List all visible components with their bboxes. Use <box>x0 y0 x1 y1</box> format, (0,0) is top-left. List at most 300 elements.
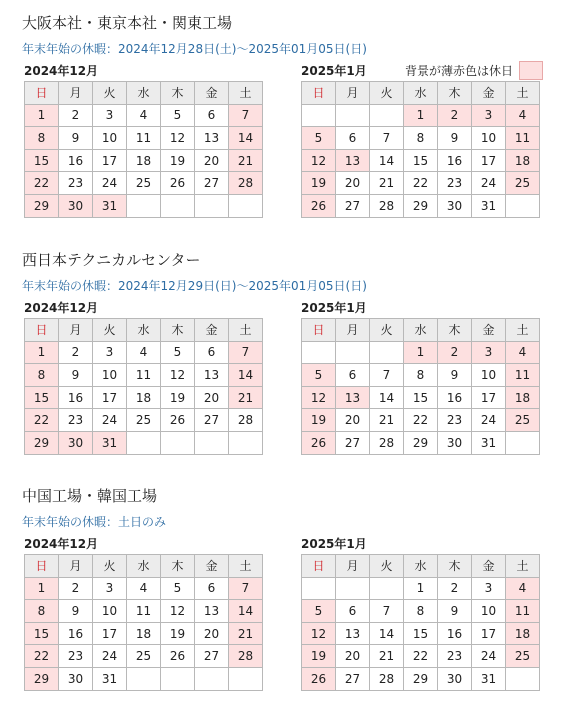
month-calendar <box>24 318 263 455</box>
week-row <box>25 194 263 217</box>
day-cell <box>370 341 404 364</box>
day-cell: 25 <box>127 645 161 668</box>
day-cell: 28 <box>370 194 404 217</box>
day-cell: 15 <box>404 386 438 409</box>
day-cell <box>370 104 404 127</box>
month-calendar <box>301 81 540 218</box>
day-cell: 14 <box>370 149 404 172</box>
day-cell: 17 <box>93 386 127 409</box>
day-cell: 29 <box>404 194 438 217</box>
day-cell: 14 <box>370 622 404 645</box>
week-row <box>25 431 263 454</box>
holiday-period: 年末年始の休暇：2024年12月28日(土)〜2025年01月05日(日) <box>22 42 367 56</box>
weekday-header-row <box>25 82 263 105</box>
holiday-cell: 5 <box>302 364 336 387</box>
holiday-cell: 8 <box>25 127 59 150</box>
day-cell: 9 <box>438 600 472 623</box>
day-cell: 10 <box>93 600 127 623</box>
weekday-header: 日 <box>25 555 59 578</box>
holiday-cell: 26 <box>302 194 336 217</box>
day-cell: 26 <box>161 172 195 195</box>
holiday-period: 年末年始の休暇：土日のみ <box>22 515 167 529</box>
day-cell <box>195 667 229 690</box>
weekday-header: 日 <box>302 82 336 105</box>
day-cell: 6 <box>195 104 229 127</box>
week-row <box>302 667 540 690</box>
week-row <box>25 409 263 432</box>
month-label: 2025年1月 <box>301 537 367 551</box>
day-cell: 7 <box>370 364 404 387</box>
weekday-header: 土 <box>506 319 540 342</box>
weekday-header: 日 <box>302 555 336 578</box>
day-cell: 4 <box>127 577 161 600</box>
holiday-cell: 29 <box>25 431 59 454</box>
week-row <box>25 386 263 409</box>
day-cell: 30 <box>438 431 472 454</box>
day-cell <box>336 577 370 600</box>
weekday-header: 火 <box>370 319 404 342</box>
weekday-header: 土 <box>506 555 540 578</box>
holiday-cell: 26 <box>302 431 336 454</box>
week-row <box>302 600 540 623</box>
holiday-cell: 21 <box>229 622 263 645</box>
holiday-cell: 7 <box>229 577 263 600</box>
holiday-cell: 29 <box>25 667 59 690</box>
day-cell: 10 <box>472 600 506 623</box>
weekday-header: 月 <box>59 82 93 105</box>
weekday-header: 火 <box>93 82 127 105</box>
day-cell: 12 <box>161 364 195 387</box>
weekday-header: 木 <box>438 555 472 578</box>
holiday-cell: 25 <box>506 409 540 432</box>
day-cell <box>127 431 161 454</box>
month-label: 2025年1月 <box>301 64 367 78</box>
weekday-header: 木 <box>438 319 472 342</box>
day-cell: 30 <box>59 667 93 690</box>
week-row <box>302 194 540 217</box>
holiday-cell: 21 <box>229 386 263 409</box>
holiday-cell: 22 <box>25 645 59 668</box>
holiday-cell: 11 <box>506 127 540 150</box>
week-row <box>302 149 540 172</box>
weekday-header: 水 <box>127 555 161 578</box>
day-cell <box>506 431 540 454</box>
day-cell: 17 <box>472 149 506 172</box>
day-cell: 19 <box>161 386 195 409</box>
day-cell: 21 <box>370 409 404 432</box>
legend-text: 背景が薄赤色は休日 <box>405 63 514 78</box>
week-row <box>302 104 540 127</box>
day-cell <box>506 667 540 690</box>
day-cell: 10 <box>472 127 506 150</box>
day-cell <box>161 194 195 217</box>
weekday-header-row <box>302 82 540 105</box>
holiday-cell: 1 <box>25 341 59 364</box>
day-cell: 27 <box>195 409 229 432</box>
day-cell: 29 <box>404 667 438 690</box>
day-cell: 30 <box>438 194 472 217</box>
holiday-cell: 18 <box>506 622 540 645</box>
weekday-header: 木 <box>438 82 472 105</box>
holiday-cell: 18 <box>506 149 540 172</box>
day-cell: 23 <box>438 172 472 195</box>
week-row <box>25 104 263 127</box>
weekday-header: 水 <box>404 319 438 342</box>
weekday-header: 日 <box>25 319 59 342</box>
holiday-cell: 1 <box>404 341 438 364</box>
holiday-cell: 4 <box>506 341 540 364</box>
day-cell: 27 <box>195 172 229 195</box>
day-cell: 15 <box>404 622 438 645</box>
day-cell: 2 <box>59 104 93 127</box>
day-cell: 8 <box>404 127 438 150</box>
holiday-cell: 12 <box>302 622 336 645</box>
weekday-header: 日 <box>302 319 336 342</box>
day-cell: 6 <box>336 127 370 150</box>
day-cell: 28 <box>370 667 404 690</box>
day-cell <box>506 194 540 217</box>
day-cell: 16 <box>438 149 472 172</box>
weekday-header: 水 <box>127 319 161 342</box>
holiday-cell: 8 <box>25 600 59 623</box>
day-cell: 9 <box>59 600 93 623</box>
week-row <box>302 341 540 364</box>
weekday-header: 火 <box>370 82 404 105</box>
day-cell: 30 <box>438 667 472 690</box>
day-cell: 26 <box>161 409 195 432</box>
day-cell: 27 <box>195 645 229 668</box>
week-row <box>25 600 263 623</box>
holiday-cell: 22 <box>25 172 59 195</box>
holiday-cell: 1 <box>25 104 59 127</box>
weekday-header-row <box>25 555 263 578</box>
day-cell: 20 <box>336 172 370 195</box>
holiday-cell: 31 <box>93 431 127 454</box>
day-cell <box>161 431 195 454</box>
day-cell <box>127 667 161 690</box>
week-row <box>302 409 540 432</box>
day-cell: 20 <box>195 622 229 645</box>
day-cell <box>302 341 336 364</box>
day-cell: 3 <box>93 577 127 600</box>
weekday-header: 金 <box>195 82 229 105</box>
week-row <box>25 622 263 645</box>
holiday-cell: 7 <box>229 341 263 364</box>
day-cell: 13 <box>336 622 370 645</box>
day-cell: 10 <box>93 127 127 150</box>
holiday-cell: 25 <box>506 645 540 668</box>
day-cell: 12 <box>161 600 195 623</box>
day-cell: 6 <box>195 577 229 600</box>
holiday-cell: 15 <box>25 622 59 645</box>
weekday-header: 火 <box>93 319 127 342</box>
holiday-cell: 30 <box>59 194 93 217</box>
week-row <box>25 127 263 150</box>
holiday-cell: 5 <box>302 127 336 150</box>
day-cell: 16 <box>59 622 93 645</box>
day-cell: 22 <box>404 645 438 668</box>
week-row <box>302 364 540 387</box>
month-label: 2024年12月 <box>24 64 99 78</box>
day-cell: 13 <box>195 127 229 150</box>
day-cell: 2 <box>438 577 472 600</box>
day-cell: 18 <box>127 386 161 409</box>
holiday-cell: 4 <box>506 104 540 127</box>
holiday-cell: 19 <box>302 172 336 195</box>
holiday-cell: 7 <box>229 104 263 127</box>
day-cell: 7 <box>370 600 404 623</box>
month-label: 2025年1月 <box>301 301 367 315</box>
day-cell: 20 <box>336 645 370 668</box>
day-cell: 4 <box>127 104 161 127</box>
day-cell: 13 <box>195 364 229 387</box>
day-cell: 22 <box>404 409 438 432</box>
holiday-cell: 12 <box>302 386 336 409</box>
day-cell: 15 <box>404 149 438 172</box>
day-cell: 24 <box>472 172 506 195</box>
day-cell <box>195 194 229 217</box>
weekday-header: 木 <box>161 555 195 578</box>
weekday-header: 月 <box>336 82 370 105</box>
day-cell: 16 <box>59 149 93 172</box>
weekday-header-row <box>302 319 540 342</box>
day-cell: 3 <box>472 577 506 600</box>
day-cell: 24 <box>472 645 506 668</box>
day-cell: 29 <box>404 431 438 454</box>
day-cell: 1 <box>404 577 438 600</box>
day-cell: 8 <box>404 364 438 387</box>
day-cell <box>336 104 370 127</box>
day-cell: 3 <box>93 341 127 364</box>
day-cell: 25 <box>127 172 161 195</box>
day-cell: 27 <box>336 431 370 454</box>
day-cell <box>229 667 263 690</box>
day-cell: 24 <box>472 409 506 432</box>
day-cell: 20 <box>195 386 229 409</box>
day-cell: 18 <box>127 149 161 172</box>
day-cell: 31 <box>472 431 506 454</box>
day-cell: 21 <box>370 645 404 668</box>
week-row <box>25 364 263 387</box>
day-cell: 17 <box>472 622 506 645</box>
day-cell: 19 <box>161 149 195 172</box>
holiday-cell: 30 <box>59 431 93 454</box>
holiday-cell: 2 <box>438 341 472 364</box>
weekday-header: 金 <box>472 82 506 105</box>
holiday-cell: 12 <box>302 149 336 172</box>
weekday-header: 火 <box>370 555 404 578</box>
day-cell: 5 <box>161 341 195 364</box>
day-cell: 11 <box>127 600 161 623</box>
holiday-cell: 3 <box>472 341 506 364</box>
month-calendar <box>24 81 263 218</box>
day-cell <box>161 667 195 690</box>
month-calendar <box>24 554 263 691</box>
holiday-cell: 1 <box>25 577 59 600</box>
holiday-cell: 22 <box>25 409 59 432</box>
day-cell: 23 <box>59 172 93 195</box>
day-cell <box>336 341 370 364</box>
day-cell: 31 <box>472 667 506 690</box>
week-row <box>302 431 540 454</box>
day-cell <box>229 431 263 454</box>
week-row <box>302 622 540 645</box>
day-cell: 9 <box>438 364 472 387</box>
weekday-header: 金 <box>195 555 229 578</box>
holiday-cell: 5 <box>302 600 336 623</box>
week-row <box>25 577 263 600</box>
day-cell: 20 <box>195 149 229 172</box>
weekday-header: 土 <box>229 82 263 105</box>
holiday-cell: 28 <box>229 645 263 668</box>
week-row <box>302 577 540 600</box>
holiday-cell: 1 <box>404 104 438 127</box>
weekday-header: 木 <box>161 319 195 342</box>
holiday-cell: 18 <box>506 386 540 409</box>
day-cell: 10 <box>472 364 506 387</box>
holiday-cell: 28 <box>229 172 263 195</box>
day-cell: 24 <box>93 409 127 432</box>
week-row <box>25 645 263 668</box>
day-cell: 31 <box>93 667 127 690</box>
week-row <box>302 645 540 668</box>
day-cell: 17 <box>472 386 506 409</box>
day-cell: 23 <box>59 409 93 432</box>
day-cell: 6 <box>195 341 229 364</box>
holiday-cell: 31 <box>93 194 127 217</box>
day-cell: 22 <box>404 172 438 195</box>
holiday-cell: 15 <box>25 149 59 172</box>
day-cell: 6 <box>336 364 370 387</box>
weekday-header-row <box>25 319 263 342</box>
day-cell <box>229 194 263 217</box>
weekday-header: 土 <box>229 555 263 578</box>
holiday-cell: 19 <box>302 645 336 668</box>
day-cell: 11 <box>127 127 161 150</box>
day-cell: 27 <box>336 194 370 217</box>
weekday-header: 月 <box>59 319 93 342</box>
section-title: 大阪本社・東京本社・関東工場 <box>22 14 233 32</box>
day-cell <box>302 104 336 127</box>
day-cell: 28 <box>229 409 263 432</box>
holiday-cell: 13 <box>336 386 370 409</box>
holiday-cell: 26 <box>302 667 336 690</box>
month-calendar <box>301 318 540 455</box>
day-cell: 26 <box>161 645 195 668</box>
holiday-cell: 3 <box>472 104 506 127</box>
day-cell <box>127 194 161 217</box>
section-title: 西日本テクニカルセンター <box>22 251 201 269</box>
day-cell: 9 <box>59 127 93 150</box>
holiday-cell: 29 <box>25 194 59 217</box>
day-cell: 16 <box>59 386 93 409</box>
day-cell: 24 <box>93 645 127 668</box>
weekday-header: 土 <box>229 319 263 342</box>
weekday-header: 水 <box>404 82 438 105</box>
week-row <box>25 667 263 690</box>
day-cell: 9 <box>438 127 472 150</box>
day-cell: 17 <box>93 622 127 645</box>
weekday-header: 金 <box>472 555 506 578</box>
day-cell: 16 <box>438 386 472 409</box>
week-row <box>302 386 540 409</box>
day-cell: 14 <box>370 386 404 409</box>
weekday-header: 月 <box>336 319 370 342</box>
holiday-cell: 14 <box>229 600 263 623</box>
day-cell <box>302 577 336 600</box>
day-cell: 2 <box>59 577 93 600</box>
week-row <box>302 172 540 195</box>
day-cell: 2 <box>59 341 93 364</box>
weekday-header: 月 <box>59 555 93 578</box>
weekday-header: 土 <box>506 82 540 105</box>
holiday-cell: 15 <box>25 386 59 409</box>
holiday-legend <box>405 60 543 80</box>
weekday-header: 火 <box>93 555 127 578</box>
day-cell: 10 <box>93 364 127 387</box>
holiday-period: 年末年始の休暇：2024年12月29日(日)〜2025年01月05日(日) <box>22 279 367 293</box>
day-cell: 8 <box>404 600 438 623</box>
weekday-header: 日 <box>25 82 59 105</box>
weekday-header-row <box>302 555 540 578</box>
week-row <box>302 127 540 150</box>
day-cell: 9 <box>59 364 93 387</box>
holiday-cell: 14 <box>229 127 263 150</box>
holiday-cell: 4 <box>506 577 540 600</box>
day-cell: 24 <box>93 172 127 195</box>
day-cell: 21 <box>370 172 404 195</box>
day-cell: 23 <box>438 645 472 668</box>
day-cell: 3 <box>93 104 127 127</box>
day-cell: 11 <box>127 364 161 387</box>
weekday-header: 木 <box>161 82 195 105</box>
week-row <box>25 341 263 364</box>
month-calendar <box>301 554 540 691</box>
week-row <box>25 149 263 172</box>
weekday-header: 月 <box>336 555 370 578</box>
holiday-cell: 2 <box>438 104 472 127</box>
day-cell: 17 <box>93 149 127 172</box>
holiday-cell: 8 <box>25 364 59 387</box>
day-cell: 19 <box>161 622 195 645</box>
holiday-cell: 25 <box>506 172 540 195</box>
day-cell: 7 <box>370 127 404 150</box>
day-cell: 13 <box>195 600 229 623</box>
holiday-cell: 14 <box>229 364 263 387</box>
day-cell: 4 <box>127 341 161 364</box>
holiday-cell: 21 <box>229 149 263 172</box>
day-cell: 23 <box>438 409 472 432</box>
day-cell: 16 <box>438 622 472 645</box>
weekday-header: 水 <box>404 555 438 578</box>
day-cell: 20 <box>336 409 370 432</box>
weekday-header: 金 <box>195 319 229 342</box>
section-title: 中国工場・韓国工場 <box>22 487 158 505</box>
holiday-cell: 11 <box>506 364 540 387</box>
day-cell: 23 <box>59 645 93 668</box>
day-cell: 27 <box>336 667 370 690</box>
day-cell: 28 <box>370 431 404 454</box>
day-cell: 5 <box>161 577 195 600</box>
day-cell: 6 <box>336 600 370 623</box>
holiday-cell: 13 <box>336 149 370 172</box>
legend-swatch <box>519 61 543 80</box>
month-label: 2024年12月 <box>24 301 99 315</box>
day-cell: 18 <box>127 622 161 645</box>
week-row <box>25 172 263 195</box>
weekday-header: 水 <box>127 82 161 105</box>
day-cell: 12 <box>161 127 195 150</box>
